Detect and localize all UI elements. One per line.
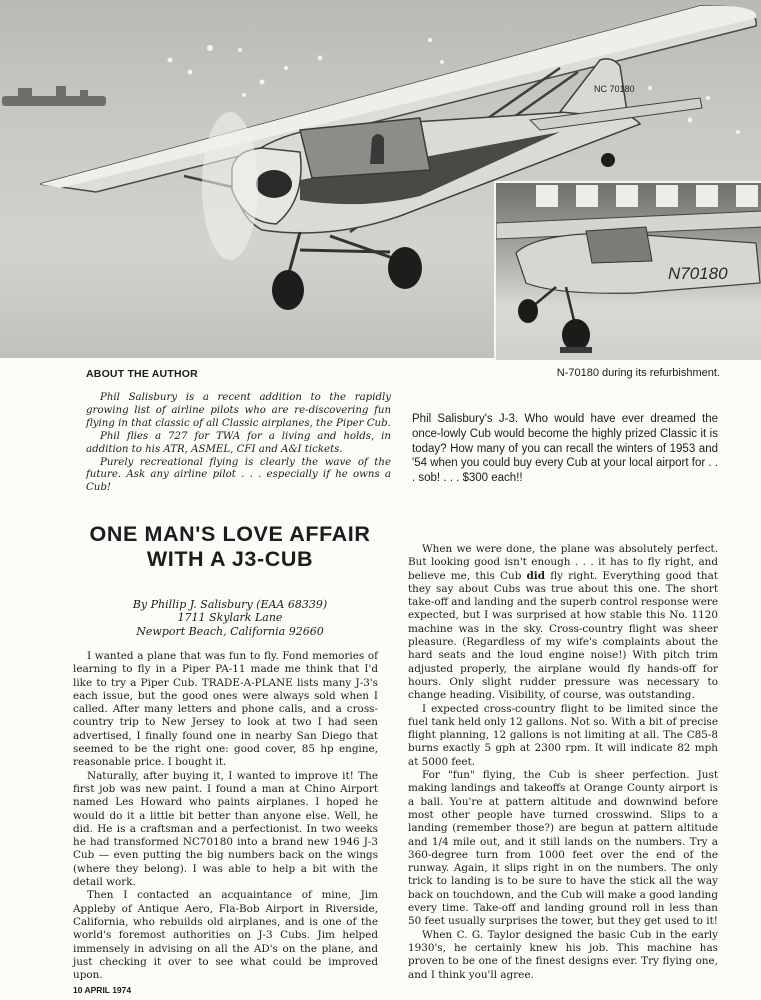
article-paragraph [408,543,718,703]
article-title [70,522,390,572]
article-paragraph: I wanted a plane that was fun to fly. Fond memories of learning to fly in a Piper PA-11 made me think that I'd like to try a Piper Cub. TRADE-A-PLANE lists many J-3's each issue, but the good ones were always sold when I called. After many letters and phone calls, and a cross-country trip to New Jersey to look at two I had seen advertised, I finally found one in nearby San Diego that seemed to be the right one: good cover, 85 hp engine, reasonable price. I bought it. [73,650,378,769]
byline [70,598,390,638]
page-folio: 10 APRIL 1974 [73,985,132,995]
title-line: ONE MAN'S LOVE AFFAIR [89,522,371,546]
photo-refurbishment [494,181,761,360]
inset-registration: N70180 [668,264,728,283]
emphasis-did: did [526,569,546,582]
refurbishment-caption: N-70180 during its refurbishment. [556,367,720,379]
hangar-windows [536,185,758,207]
byline-city: Newport Beach, California 92660 [136,624,324,638]
landing-gear [286,232,404,284]
propeller-blur [202,112,258,260]
about-author-heading: ABOUT THE AUTHOR [86,368,198,380]
ship-shape [2,86,106,106]
article-column-left [73,650,378,982]
article-paragraph: For "fun" flying, the Cub is sheer perfection. Just making landings and takeoffs at Orange County airport is a ball. You're at pattern altitude and downwind before most other people have turned crosswind. Slips to a landing (remember those?) are begun at pattern altitude and 1/4 mile out, and it still lands on the numbers. Try a 360-degree turn from 1000 feet over the end of the runway. Again, it slips right in on the numbers. The only trick to landing is to be sure to have the stick all the way back on touchdown, and the Cub will make a good landing every time. Take-off and landing ground roll in less than 50 feet usually surprises the tower, but they get used to it! [408,769,718,928]
tail-wheel [601,153,615,167]
byline-name: By Phillip J. Salisbury (EAA 68339) [132,598,328,611]
byline-street: 1711 Skylark Lane [177,611,283,625]
tail-registration: NC 70180 [594,84,635,94]
article-paragraph: When C. G. Taylor designed the basic Cub in the early 1930's, he certainly knew his job. This machine has proven to be one of the finest designs ever. Try flying one, and I think you'll agree. [408,928,718,981]
title-line: WITH A J3-CUB [146,547,314,571]
text-run: When we were done, the plane was absolutely perfect. But looking good isn't enough . . . it has to fly right, and believe me, this Cub [408,543,718,582]
article-paragraph: Naturally, after buying it, I wanted to improve it! The first job was new paint. I found a man at Chino Airport named Les Howard who paints airplanes. I hoped he would do it a little bit better than anyone else. Well, he did. He is a craftsman and a perfectionist. In two weeks he had transformed NC70180 into a brand new 1946 J-3 Cub — even putting the big numbers back on the wings (where they belong). I was able to help a bit with the detail work. [73,769,378,889]
bio-paragraph: Phil flies a 727 for TWA for a living and holds, in addition to his ATR, ASMEL, CFI and A&I tickets. [86,430,391,455]
bio-paragraph: Purely recreational flying is clearly the wave of the future. Ask any airline pilot . . . especially if he owns a Cub! [86,456,391,494]
cub-hangar-illustration [496,183,761,360]
article-paragraph: I expected cross-country flight to be limited since the fuel tank held only 12 gallons. Not so. With a bit of precise flight planning, 12 gallons is not limiting at all. The C85-8 burns exactly 5 gph at 2300 rpm. It will indicate 82 mph at 5000 feet. [408,702,719,768]
text-run: fly right. Everything good that they say about Cubs was true about this one. The short take-off and landing and the superb control response were expected, but I was surprised at how stable this No. 1120 machine was in the sky. Cross-country flight was sheer pleasure. (Regardless of my wife's complaints about the hard seats and the loud engine noise!) With pitch trim adjusted properly, the airplane would fly hands-off for hours. Only slight rudder pressure was necessary to change heading. Visibility, of course, was outstanding. [408,569,718,702]
j3-photo-caption: Phil Salisbury's J-3. Who would have ever dreamed the once-lowly Cub would become the highly prized Classic it is today? How many of you can recall the winters of 1953 and '54 when you could buy every Cub at your local airport for . . . sob! . . . $300 each!! [412,413,718,485]
about-author-bio [86,392,391,495]
right-wheel [388,247,422,289]
article-column-right [408,543,718,982]
cylinder-opening [256,170,292,198]
article-paragraph: Then I contacted an acquaintance of mine, Jim Appleby of Antique Aero, Fla-Bob Airport in Riverside, California, who rebuilds old airplanes, and is one of the world's foremost authorities on J-3 Cubs. Jim helped immensely in advising on all the AD's on the plane, and just checking it over to see what could be improved upon. [73,889,378,982]
bio-paragraph: Phil Salisbury is a recent addition to the rapidly growing list of airline pilots who are re-discovering fun flying in that classic of all Classic airplanes, the Piper Cub. [86,392,391,429]
left-wheel [272,270,304,310]
